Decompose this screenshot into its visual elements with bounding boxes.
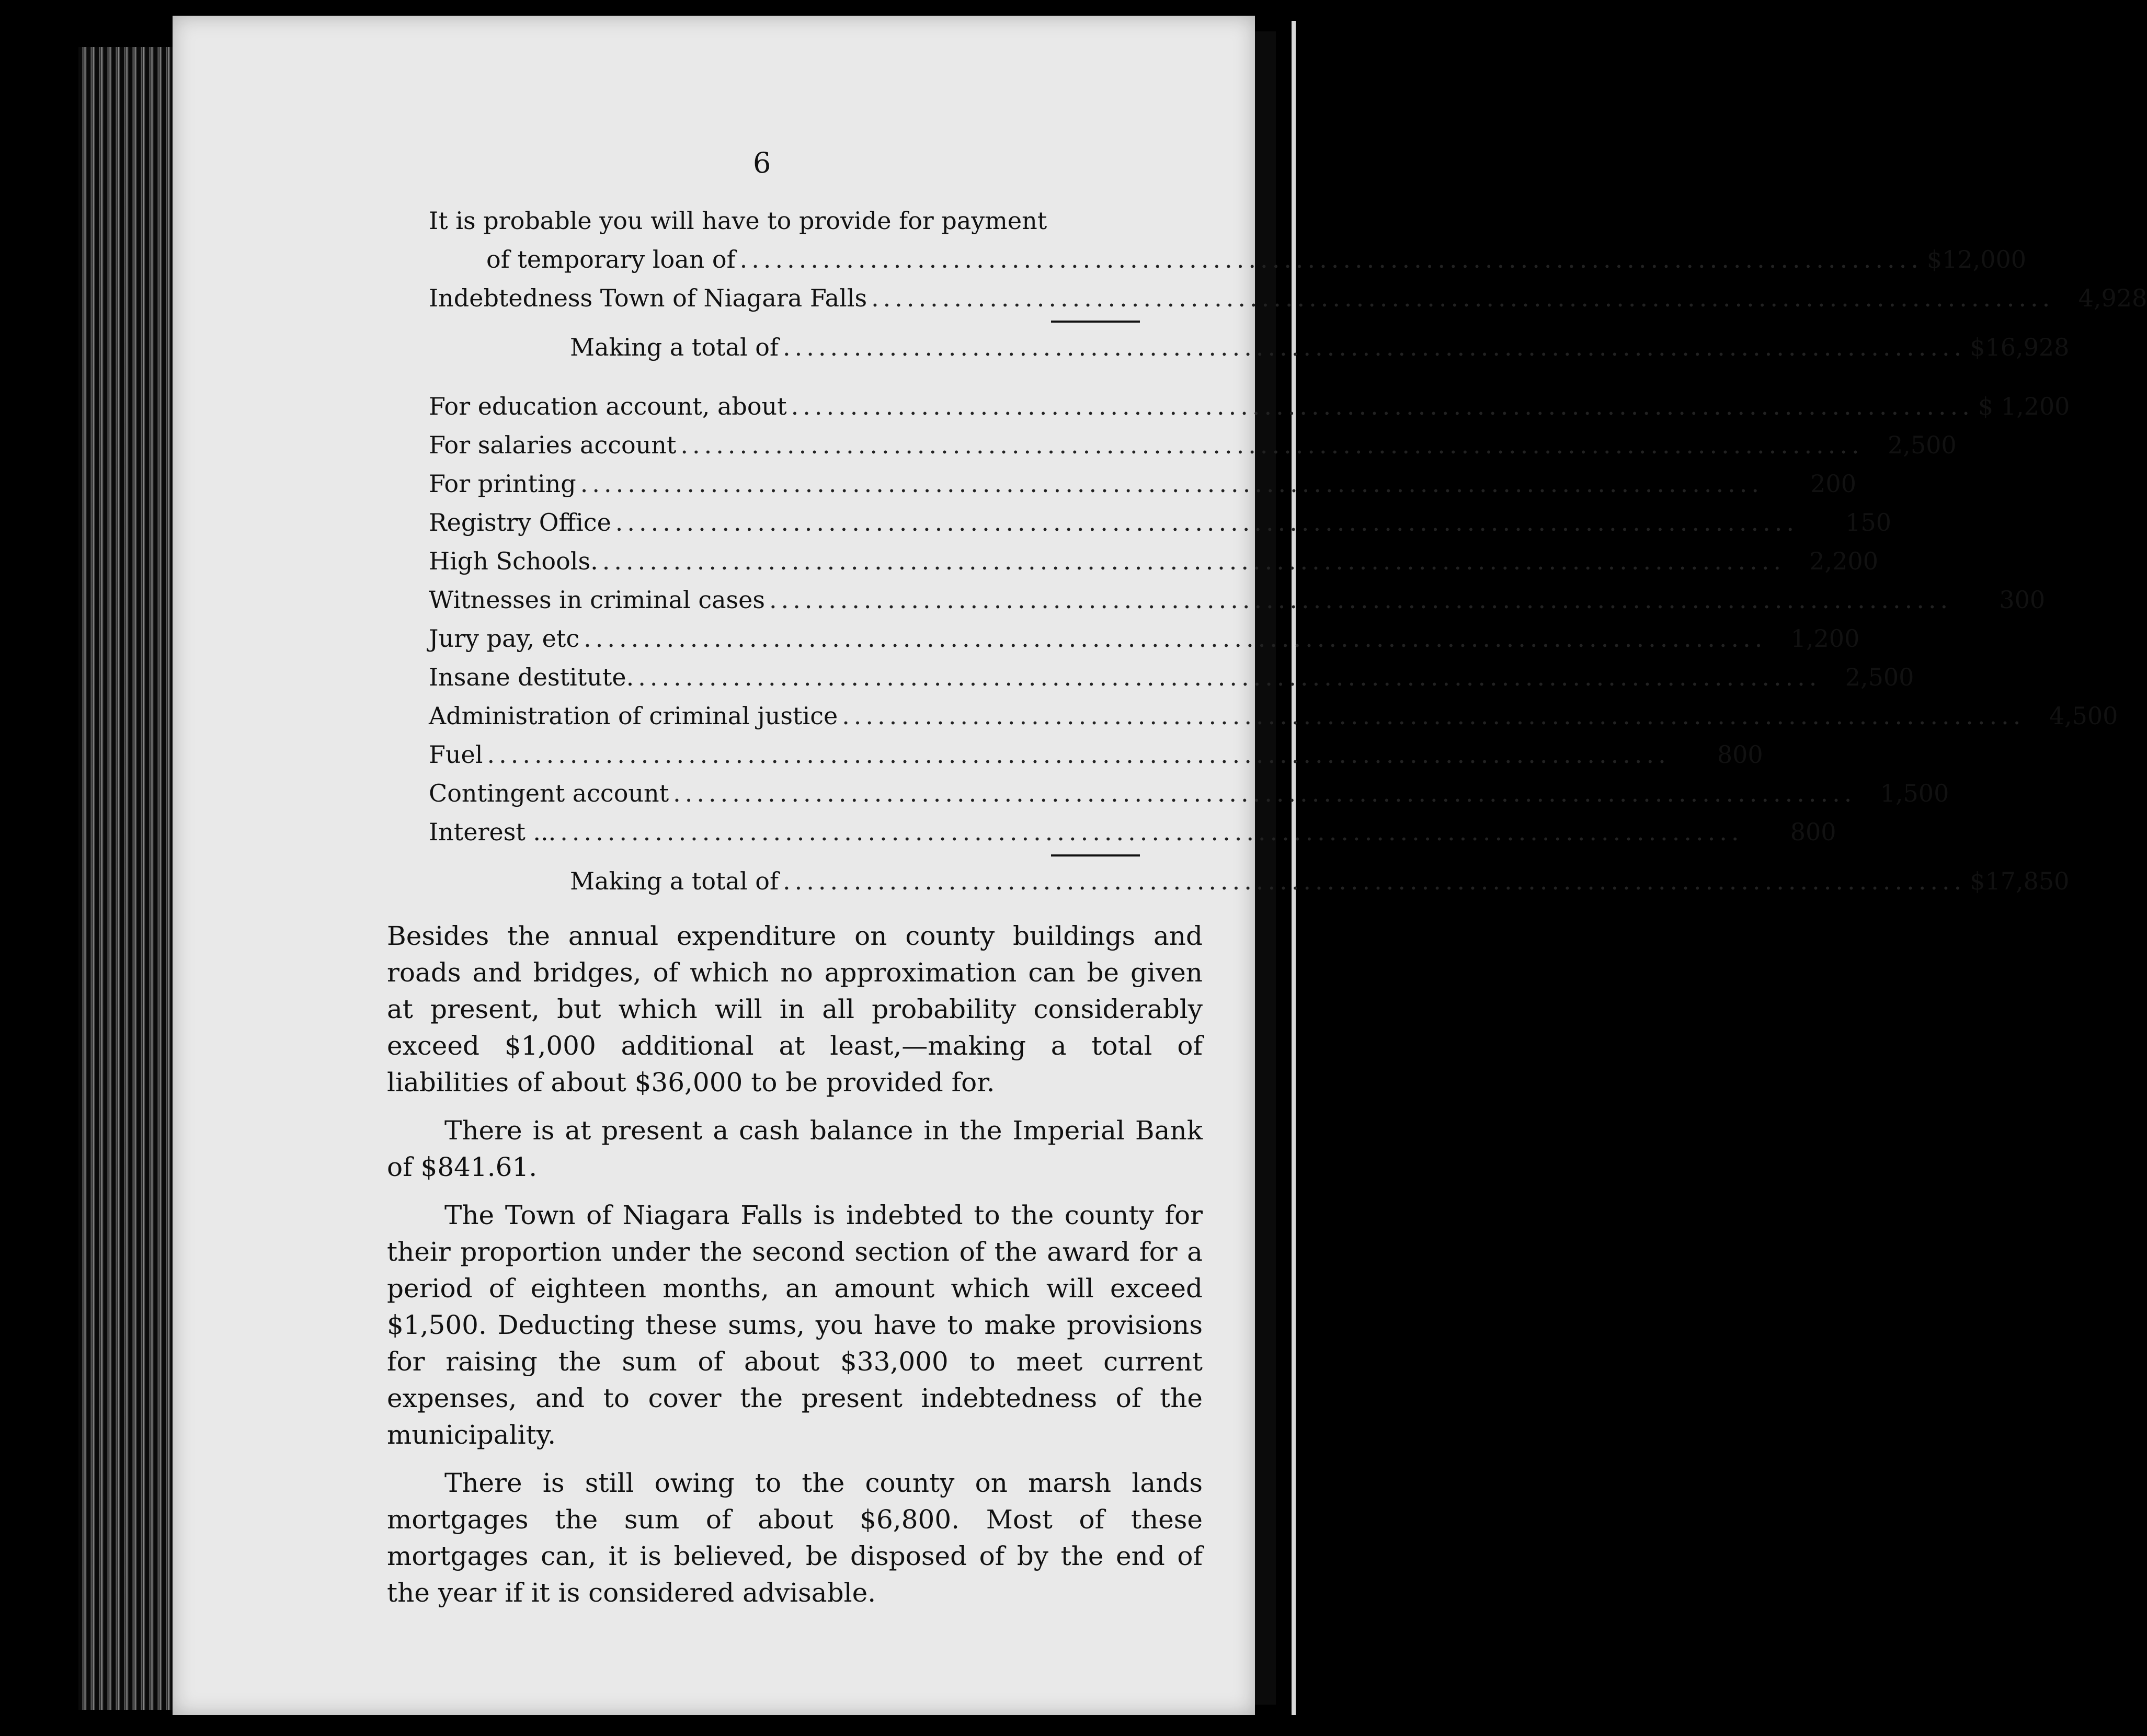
leader-dots: .................................................................................................... xyxy=(680,431,1864,459)
ledger-row-amount: 4,928 xyxy=(2078,284,2147,312)
leader-dots: .................................................................................................... xyxy=(791,392,1974,420)
ledger-row-label: Contingent account xyxy=(429,779,669,807)
ledger-row xyxy=(429,426,1957,464)
ledger-row-amount: 2,500 xyxy=(1845,663,1914,691)
leader-dots: .................................................................................................... xyxy=(739,245,1923,273)
paragraph: Besides the annual expenditure on county buildings and roads and bridges, of which no approximation can be given at present, but which will in all probability considerably exceed $1,000 additional at least,—making a total of liabilities of about $36,000 to be provided for. xyxy=(387,921,1203,1098)
leader-dots: .................................................................................................... xyxy=(842,702,2025,730)
paragraph: There is still owing to the county on marsh lands mortgages the sum of about $6,800. Most of these mortgages can, it is believed, be disposed of by the end of the year if it is considered advisable. xyxy=(387,1468,1203,1608)
body-text xyxy=(387,918,1203,1623)
ledger-section-1 xyxy=(429,201,2147,367)
paragraph: There is at present a cash balance in the Imperial Bank of $841.61. xyxy=(387,1115,1203,1182)
ledger-row-label: Administration of criminal justice xyxy=(429,702,838,730)
ledger-row xyxy=(429,619,1860,658)
leader-dots: .................................................................................................... xyxy=(638,663,1821,691)
ledger-section-2 xyxy=(429,387,2118,900)
ledger-row-amount: 800 xyxy=(1717,740,1763,769)
leader-dots: .................................................................................................... xyxy=(615,508,1799,536)
ledger-row-amount: 2,500 xyxy=(1887,431,1957,459)
leader-dots: .................................................................................................... xyxy=(871,284,2054,312)
ledger-row-label: For salaries account xyxy=(429,431,677,459)
leader-dots: .................................................................................................... xyxy=(673,779,1856,807)
leader-dots: .................................................................................................... xyxy=(783,867,1966,895)
ledger-row xyxy=(429,774,1949,813)
ledger-row-label: of temporary loan of xyxy=(486,245,736,273)
leader-dots: .................................................................................................... xyxy=(769,586,1952,614)
ledger-row xyxy=(429,279,2147,317)
ledger-intro: It is probable you will have to provide for payment xyxy=(429,207,1047,235)
ledger-row xyxy=(429,387,2070,426)
ledger-row-label: For education account, about xyxy=(429,392,787,420)
ledger-row xyxy=(429,580,2046,619)
ledger-row-label: Jury pay, etc xyxy=(429,624,580,653)
leader-dots: .................................................................................................... xyxy=(580,470,1763,498)
ledger-row-amount: 1,500 xyxy=(1880,779,1949,807)
sum-rule xyxy=(1051,854,1140,856)
ledger-row xyxy=(429,658,1914,696)
ledger-row-amount: 200 xyxy=(1810,470,1856,498)
ledger-row-label: Registry Office xyxy=(429,508,611,536)
ledger-row-amount: 300 xyxy=(1999,586,2046,614)
ledger-total-row xyxy=(429,862,2070,900)
ledger-row-label: High Schools. xyxy=(429,547,598,575)
leader-dots: .................................................................................................... xyxy=(560,818,1743,846)
ledger-row xyxy=(429,503,1892,542)
ledger-row xyxy=(429,464,1856,503)
sum-rule xyxy=(1051,321,1140,323)
ledger-row-label: Interest ... xyxy=(429,818,556,846)
page-number: 6 xyxy=(753,146,771,179)
ledger-total-amount: $16,928 xyxy=(1970,333,2070,361)
ledger-row-amount: $12,000 xyxy=(1926,245,2027,273)
ledger-row xyxy=(429,240,2027,279)
leader-dots: .................................................................................................... xyxy=(487,740,1670,769)
ledger-total-amount: $17,850 xyxy=(1970,867,2070,895)
ledger-total-label: Making a total of xyxy=(570,867,779,895)
ledger-row-amount: 800 xyxy=(1790,818,1836,846)
ledger-row-amount: 1,200 xyxy=(1790,624,1860,653)
ledger-total-row xyxy=(429,328,2070,367)
ledger-total-label: Making a total of xyxy=(570,333,779,361)
ledger-row-label: Fuel xyxy=(429,740,483,769)
ledger-row xyxy=(429,813,1836,851)
leader-dots: .................................................................................................... xyxy=(584,624,1767,653)
ledger-row-amount: $ 1,200 xyxy=(1978,392,2070,420)
leader-dots: .................................................................................................... xyxy=(602,547,1785,575)
ledger-row-label: Witnesses in criminal cases xyxy=(429,586,765,614)
ledger-row xyxy=(429,542,1878,580)
ledger-row-label: For printing xyxy=(429,470,576,498)
ledger-row-amount: 4,500 xyxy=(2049,702,2118,730)
ledger-row-label: Insane destitute. xyxy=(429,663,634,691)
leader-dots: .................................................................................................... xyxy=(783,333,1966,361)
paragraph: The Town of Niagara Falls is indebted to the county for their proportion under the second section of the award for a period of eighteen months, an amount which will exceed $1,500. Deducting these sums, you have to make provisions for raising the sum of about $33,000 to meet current expenses, and to cover the present indebtedness of the municipality. xyxy=(387,1200,1203,1450)
ledger-row-amount: 2,200 xyxy=(1809,547,1878,575)
ledger-row xyxy=(429,696,2118,735)
ledger-row-label: Indebtedness Town of Niagara Falls xyxy=(429,284,867,312)
ledger-row xyxy=(429,735,1763,774)
ledger-row-amount: 150 xyxy=(1845,508,1892,536)
